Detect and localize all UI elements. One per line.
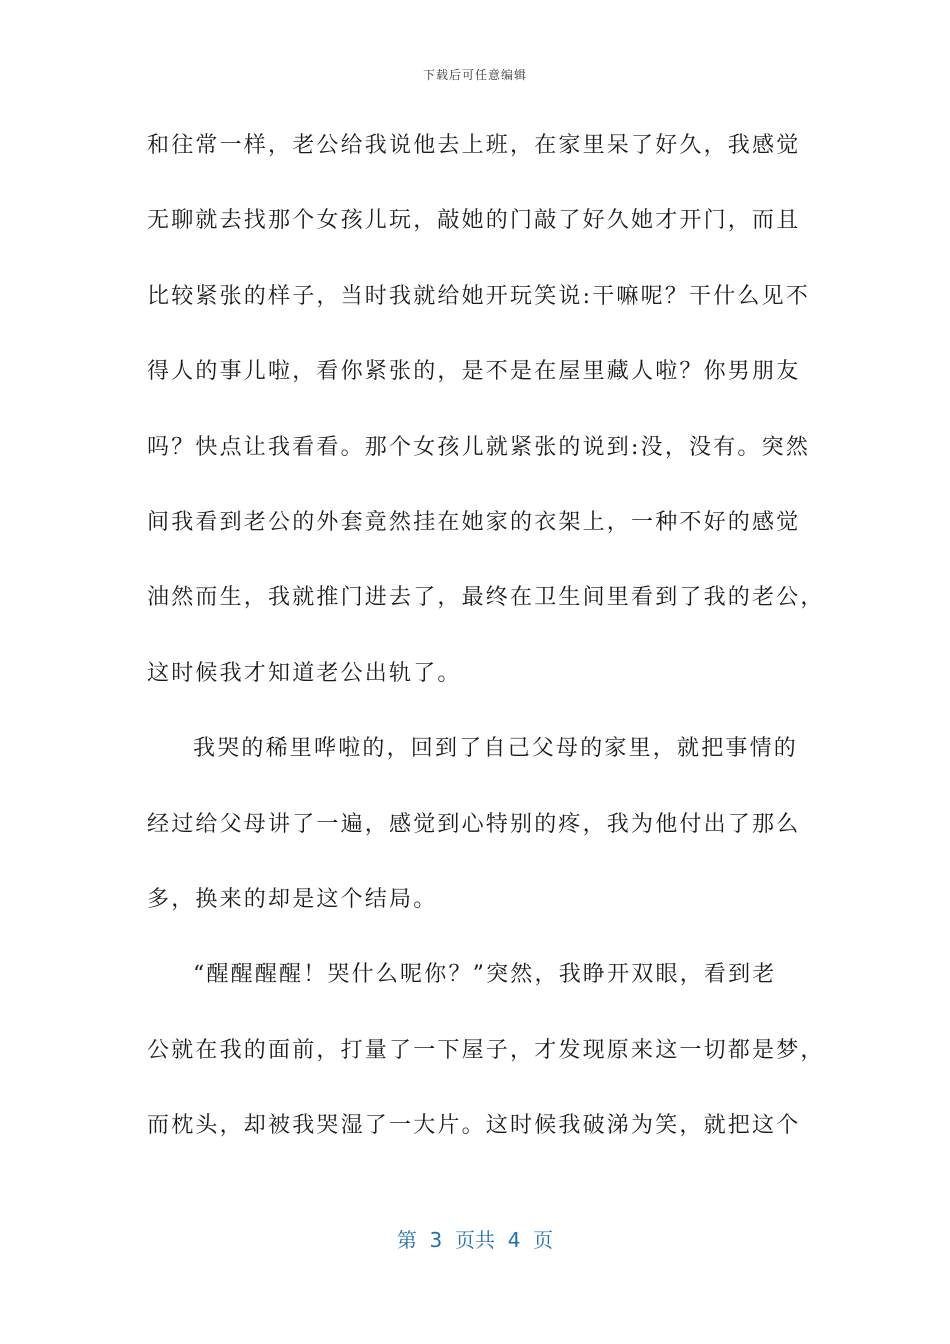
text-line: 经过给父母讲了一遍，感觉到心特别的疼，我为他付出了那么 — [147, 811, 801, 837]
text-line: 公就在我的面前，打量了一下屋子，才发现原来这一切都是梦， — [147, 1037, 825, 1063]
text-line: 比较紧张的样子，当时我就给她开玩笑说:干嘛呢？干什么见不 — [147, 283, 811, 309]
header-note: 下载后可任意编辑 — [422, 68, 527, 82]
text-line: “醒醒醒醒！哭什么呢你？”突然，我睁开双眼，看到老 — [193, 962, 777, 988]
text-line: 而枕头，却被我哭湿了一大片。这时候我破涕为笑，就把这个 — [147, 1113, 801, 1139]
page-number: 第 3 页共 4 页 — [396, 1228, 554, 1252]
text-line: 和往常一样，老公给我说他去上班，在家里呆了好久，我感觉 — [147, 133, 801, 158]
text-line: 间我看到老公的外套竟然挂在她家的衣架上，一种不好的感觉 — [147, 509, 801, 535]
text-line: 得人的事儿啦，看你紧张的，是不是在屋里藏人啦？你男朋友 — [147, 359, 801, 385]
text-line: 无聊就去找那个女孩儿玩，敲她的门敲了好久她才开门，而且 — [147, 208, 801, 234]
text-line: 吗？快点让我看看。那个女孩儿就紧张的说到:没，没有。突然 — [147, 434, 811, 460]
text-line: 油然而生，我就推门进去了，最终在卫生间里看到了我的老公， — [147, 585, 825, 611]
body-text — [147, 124, 825, 1179]
text-line: 多，换来的却是这个结局。 — [147, 886, 438, 912]
text-line: 这时候我才知道老公出轨了。 — [147, 660, 462, 686]
text-line: 我哭的稀里哗啦的，回到了自己父母的家里，就把事情的 — [193, 736, 799, 762]
